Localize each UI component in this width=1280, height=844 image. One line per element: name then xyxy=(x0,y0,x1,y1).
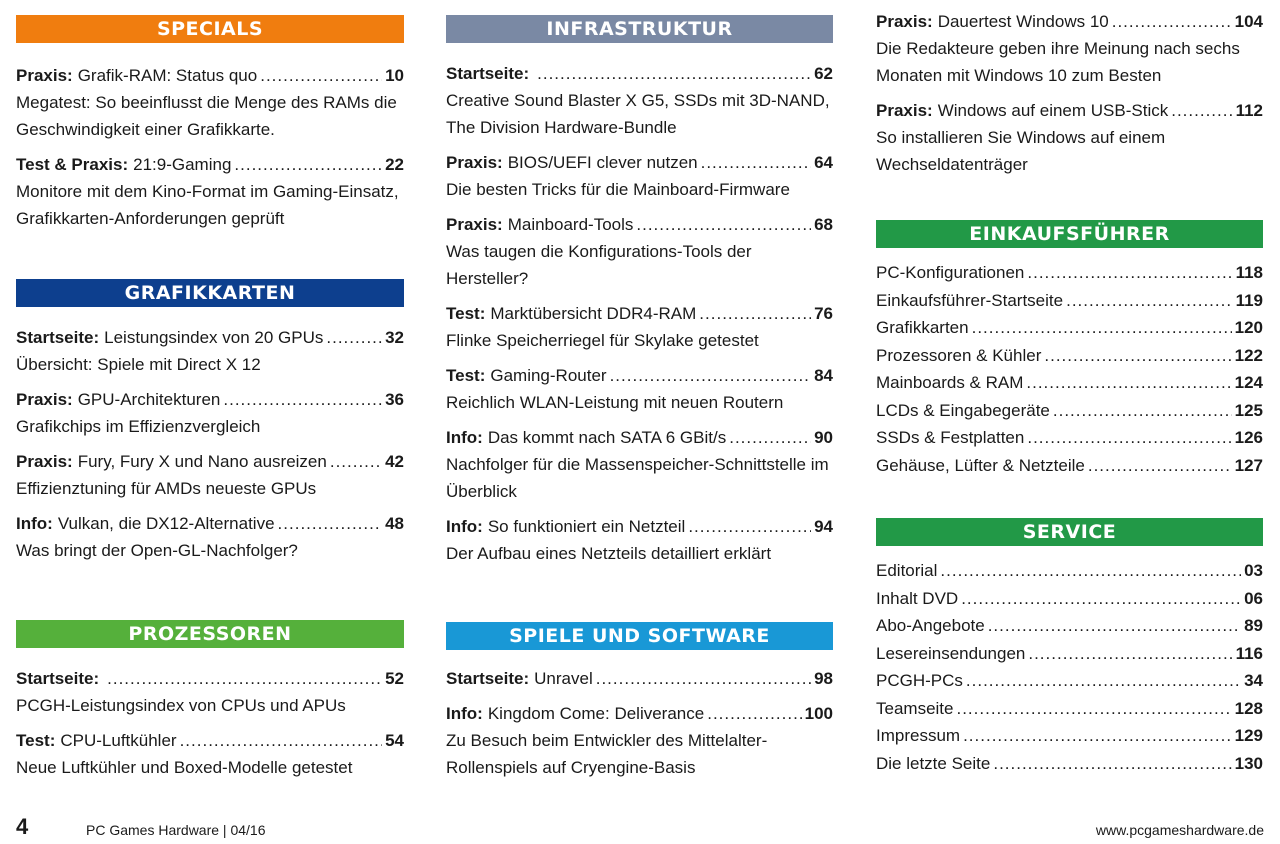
entry-title: Fury, Fury X und Nano ausreizen xyxy=(77,452,327,471)
toc-entry-line xyxy=(16,727,404,754)
dot-leader xyxy=(988,612,1241,640)
entry-title: Unravel xyxy=(534,669,593,688)
section-einkaufsfuehrer xyxy=(876,220,1263,479)
toc-entry xyxy=(446,700,833,781)
toc-entry xyxy=(876,557,1263,585)
entry-list xyxy=(446,60,833,567)
dot-leader xyxy=(1026,369,1231,397)
toc-entry-line xyxy=(876,369,1263,397)
dot-leader xyxy=(537,60,811,87)
toc-entry-line xyxy=(876,612,1263,640)
entry-description: Übersicht: Spiele mit Direct X 12 xyxy=(16,355,261,374)
entry-page-number: 64 xyxy=(814,153,833,172)
dot-leader xyxy=(1027,259,1232,287)
dot-leader xyxy=(610,362,812,389)
toc-entry-line xyxy=(446,211,833,238)
dot-leader xyxy=(223,386,382,413)
entry-list xyxy=(16,665,404,781)
entry-category: Startseite: xyxy=(446,669,530,688)
entry-category: Startseite: xyxy=(446,64,530,83)
entry-title: Mainboard-Tools xyxy=(507,215,634,234)
toc-entry xyxy=(446,665,833,692)
entry-category: Info: xyxy=(446,704,483,723)
entry-page-number: 76 xyxy=(814,304,833,323)
dot-leader xyxy=(278,510,383,537)
page-footer xyxy=(0,814,1280,844)
toc-entry-line xyxy=(876,287,1263,315)
entry-title: Kingdom Come: Deliverance xyxy=(487,704,705,723)
entry-page-number: 126 xyxy=(1234,428,1263,447)
toc-entry-line xyxy=(446,60,833,87)
dot-leader xyxy=(260,62,382,89)
entry-list xyxy=(876,557,1263,777)
section-grafikkarten xyxy=(16,279,404,564)
dot-leader xyxy=(330,448,382,475)
dot-leader xyxy=(1044,342,1231,370)
entry-title: Impressum xyxy=(876,726,961,745)
entry-list xyxy=(876,259,1263,479)
toc-entry-line xyxy=(876,640,1263,668)
entry-page-number: 54 xyxy=(385,731,404,750)
entry-title: Leistungsindex von 20 GPUs xyxy=(104,328,324,347)
entry-page-number: 125 xyxy=(1234,400,1263,420)
section-header-service: SERVICE xyxy=(876,518,1263,546)
entry-title: Dauertest Windows 10 xyxy=(937,12,1109,31)
toc-entry-line xyxy=(876,695,1263,723)
toc-entry-line xyxy=(446,424,833,451)
toc-entry xyxy=(876,342,1263,370)
entry-title: Gaming-Router xyxy=(490,366,607,385)
dot-leader xyxy=(1028,640,1232,668)
toc-entry-line xyxy=(446,700,833,727)
entry-page-number: 89 xyxy=(1244,616,1263,635)
toc-entry-line xyxy=(876,424,1263,452)
dot-leader xyxy=(636,211,811,238)
toc-entry-line xyxy=(446,513,833,540)
entry-category: Test: xyxy=(446,366,486,385)
dot-leader xyxy=(1112,8,1232,35)
toc-entry-line xyxy=(16,665,404,692)
dot-leader xyxy=(107,665,382,692)
entry-page-number: 48 xyxy=(385,514,404,533)
toc-entry xyxy=(16,510,404,564)
entry-page-number: 62 xyxy=(814,64,833,83)
toc-entry xyxy=(16,727,404,781)
entry-description: So installieren Sie Windows auf einem Wechseldatenträger xyxy=(876,128,1166,174)
dot-leader xyxy=(180,727,383,754)
dot-leader xyxy=(234,151,382,178)
entry-category: Praxis: xyxy=(16,66,73,85)
entry-category: Praxis: xyxy=(16,390,73,409)
toc-entry xyxy=(876,452,1263,480)
entry-page-number: 36 xyxy=(385,390,404,409)
toc-entry-line xyxy=(876,8,1263,35)
toc-entry-line xyxy=(16,324,404,351)
entry-title: Das kommt nach SATA 6 GBit/s xyxy=(487,428,727,447)
section-header-spiele: SPIELE UND SOFTWARE xyxy=(446,622,833,650)
entry-title: Editorial xyxy=(876,561,938,580)
toc-entry xyxy=(876,667,1263,695)
toc-entry-line xyxy=(876,97,1263,124)
entry-title: Grafik-RAM: Status quo xyxy=(77,66,258,85)
dot-leader xyxy=(940,557,1241,585)
entry-description: Die besten Tricks für die Mainboard-Firmware xyxy=(446,180,790,199)
dot-leader xyxy=(326,324,382,351)
entry-description: Effizienztuning für AMDs neueste GPUs xyxy=(16,479,317,498)
toc-entry xyxy=(876,97,1263,178)
entry-description: Nachfolger für die Massenspeicher-Schnittstelle im Überblick xyxy=(446,455,829,501)
entry-title: Lesereinsendungen xyxy=(876,643,1026,663)
entry-description: Die Redakteure geben ihre Meinung nach sechs Monaten mit Windows 10 zum Besten xyxy=(876,39,1240,85)
entry-title: Grafikkarten xyxy=(876,318,969,337)
dot-leader xyxy=(1066,287,1232,315)
toc-entry xyxy=(876,314,1263,342)
toc-entry-line xyxy=(876,342,1263,370)
toc-entry xyxy=(16,151,404,232)
entry-category: Praxis: xyxy=(876,101,933,120)
toc-entry xyxy=(876,369,1263,397)
entry-page-number: 06 xyxy=(1244,588,1263,608)
dot-leader xyxy=(1088,452,1232,480)
entry-description: Flinke Speicherriegel für Skylake getestet xyxy=(446,331,759,350)
entry-description: Creative Sound Blaster X G5, SSDs mit 3D-NAND, The Division Hardware-Bundle xyxy=(446,91,830,137)
toc-entry xyxy=(876,287,1263,315)
toc-entry-line xyxy=(446,665,833,692)
entry-page-number: 118 xyxy=(1235,263,1263,282)
dot-leader xyxy=(1053,397,1232,425)
dot-leader xyxy=(729,424,811,451)
entry-page-number: 32 xyxy=(385,328,404,347)
toc-entry xyxy=(446,60,833,141)
entry-title: Die letzte Seite xyxy=(876,753,991,773)
toc-entry xyxy=(446,300,833,354)
entry-list xyxy=(16,62,404,232)
dot-leader xyxy=(1171,97,1232,124)
section-header-prozessoren: PROZESSOREN xyxy=(16,620,404,648)
entry-page-number: 124 xyxy=(1234,373,1263,392)
entry-category: Test: xyxy=(16,731,56,750)
toc-entry xyxy=(876,695,1263,723)
toc-entry xyxy=(876,640,1263,668)
entry-page-number: 03 xyxy=(1244,561,1263,580)
section-spiele-und-software xyxy=(446,622,833,781)
toc-entry xyxy=(876,424,1263,452)
toc-entry xyxy=(446,513,833,567)
toc-entry xyxy=(446,149,833,203)
entry-title: So funktioniert ein Netzteil xyxy=(487,517,686,536)
entry-page-number: 120 xyxy=(1234,318,1263,337)
toc-entry xyxy=(446,211,833,292)
entry-page-number: 130 xyxy=(1234,753,1263,773)
entry-page-number: 128 xyxy=(1234,698,1263,718)
entry-category: Test: xyxy=(446,304,486,323)
entry-page-number: 42 xyxy=(385,452,404,471)
entry-category: Test & Praxis: xyxy=(16,155,129,174)
toc-entry-line xyxy=(876,667,1263,695)
entry-title: Abo-Angebote xyxy=(876,616,985,635)
website-url: www.pcgameshardware.de xyxy=(1095,822,1264,838)
entry-title: BIOS/UEFI clever nutzen xyxy=(507,153,698,172)
toc-entry xyxy=(16,324,404,378)
dot-leader xyxy=(1027,424,1231,452)
dot-leader xyxy=(963,722,1232,750)
entry-description: Was taugen die Konfigurations-Tools der Hersteller? xyxy=(446,242,752,288)
dot-leader xyxy=(961,585,1241,613)
toc-entry-line xyxy=(446,362,833,389)
entry-category: Info: xyxy=(446,428,483,447)
entry-title: Mainboards & RAM xyxy=(876,373,1024,392)
entry-page-number: 119 xyxy=(1235,290,1263,310)
toc-entry xyxy=(876,8,1263,89)
entry-title: Windows auf einem USB-Stick xyxy=(937,101,1169,120)
section-infrastruktur xyxy=(446,15,833,567)
entry-title: PCGH-PCs xyxy=(876,671,963,690)
entry-page-number: 116 xyxy=(1235,643,1263,663)
toc-entry xyxy=(876,612,1263,640)
dot-leader xyxy=(956,695,1231,723)
entry-description: Monitore mit dem Kino-Format im Gaming-Einsatz, Grafikkarten-Anforderungen geprüft xyxy=(16,182,399,228)
section-header-specials: SPECIALS xyxy=(16,15,404,43)
entry-category: Info: xyxy=(446,517,483,536)
entry-list xyxy=(876,8,1263,178)
entry-title: Inhalt DVD xyxy=(876,588,959,608)
entry-page-number: 90 xyxy=(814,428,833,447)
entry-page-number: 98 xyxy=(814,669,833,688)
toc-entry xyxy=(876,585,1263,613)
toc-entry-line xyxy=(876,259,1263,287)
entry-category: Praxis: xyxy=(876,12,933,31)
toc-entry xyxy=(16,386,404,440)
entry-title: LCDs & Eingabegeräte xyxy=(876,400,1050,420)
dot-leader xyxy=(993,750,1231,778)
entry-description: Der Aufbau eines Netzteils detailliert erklärt xyxy=(446,544,772,563)
entry-page-number: 129 xyxy=(1234,726,1263,745)
entry-category: Startseite: xyxy=(16,669,100,688)
entry-page-number: 52 xyxy=(385,669,404,688)
toc-entry-line xyxy=(16,151,404,178)
entry-title: CPU-Luftkühler xyxy=(60,731,177,750)
entry-page-number: 10 xyxy=(385,66,404,85)
section-header-grafikkarten: GRAFIKKARTEN xyxy=(16,279,404,307)
section-specials xyxy=(16,15,404,232)
toc-entry-line xyxy=(16,386,404,413)
dot-leader xyxy=(699,300,811,327)
entry-list xyxy=(446,665,833,781)
dot-leader xyxy=(707,700,801,727)
entry-description: Reichlich WLAN-Leistung mit neuen Routern xyxy=(446,393,784,412)
toc-entry-line xyxy=(446,300,833,327)
entry-page-number: 34 xyxy=(1244,671,1263,690)
entry-description: PCGH-Leistungsindex von CPUs und APUs xyxy=(16,696,346,715)
entry-title: Prozessoren & Kühler xyxy=(876,345,1042,365)
entry-title: Teamseite xyxy=(876,698,954,718)
toc-entry-line xyxy=(876,397,1263,425)
toc-entry xyxy=(16,62,404,143)
entry-page-number: 22 xyxy=(385,155,404,174)
entry-description: Was bringt der Open-GL-Nachfolger? xyxy=(16,541,298,560)
section-header-infrastruktur: INFRASTRUKTUR xyxy=(446,15,833,43)
entry-category: Startseite: xyxy=(16,328,100,347)
entry-list xyxy=(16,324,404,564)
toc-entry-line xyxy=(16,448,404,475)
toc-entry-line xyxy=(446,149,833,176)
entry-category: Info: xyxy=(16,514,53,533)
dot-leader xyxy=(972,314,1232,342)
entry-page-number: 112 xyxy=(1235,101,1263,120)
toc-entry xyxy=(16,448,404,502)
toc-entry-line xyxy=(876,750,1263,778)
toc-entry-line xyxy=(876,314,1263,342)
dot-leader xyxy=(966,667,1241,695)
toc-entry xyxy=(16,665,404,719)
toc-entry xyxy=(446,424,833,505)
entry-page-number: 122 xyxy=(1234,345,1263,365)
magazine-issue: PC Games Hardware | 04/16 xyxy=(86,822,266,838)
entry-title: Gehäuse, Lüfter & Netzteile xyxy=(876,455,1085,475)
entry-title: GPU-Architekturen xyxy=(77,390,221,409)
entry-category: Praxis: xyxy=(16,452,73,471)
entry-page-number: 104 xyxy=(1234,12,1263,31)
entry-page-number: 68 xyxy=(814,215,833,234)
toc-entry-line xyxy=(876,452,1263,480)
entry-page-number: 127 xyxy=(1234,455,1263,475)
entry-page-number: 94 xyxy=(814,517,833,536)
toc-entry xyxy=(876,259,1263,287)
toc-entry xyxy=(876,750,1263,778)
entry-description: Neue Luftkühler und Boxed-Modelle getestet xyxy=(16,758,353,777)
entry-title: Einkaufsführer-Startseite xyxy=(876,290,1064,310)
entry-category: Praxis: xyxy=(446,215,503,234)
entry-title: SSDs & Festplatten xyxy=(876,428,1025,447)
entry-description: Zu Besuch beim Entwickler des Mittelalter-Rollenspiels auf Cryengine-Basis xyxy=(446,731,768,777)
entry-category: Praxis: xyxy=(446,153,503,172)
entry-title: Marktübersicht DDR4-RAM xyxy=(490,304,697,323)
section-header-einkaufsfuehrer: EINKAUFSFÜHRER xyxy=(876,220,1263,248)
toc-entry xyxy=(876,722,1263,750)
toc-entry-line xyxy=(876,557,1263,585)
toc-entry-line xyxy=(16,62,404,89)
section-praxis-windows xyxy=(876,8,1263,178)
entry-description: Megatest: So beeinflusst die Menge des RAMs die Geschwindigkeit einer Grafikkarte. xyxy=(16,93,397,139)
dot-leader xyxy=(701,149,811,176)
page-number: 4 xyxy=(16,814,29,839)
section-prozessoren xyxy=(16,620,404,781)
dot-leader xyxy=(596,665,811,692)
section-service xyxy=(876,518,1263,777)
entry-title: 21:9-Gaming xyxy=(133,155,232,174)
toc-entry-line xyxy=(16,510,404,537)
entry-title: Vulkan, die DX12-Alternative xyxy=(57,514,275,533)
toc-entry-line xyxy=(876,585,1263,613)
toc-entry xyxy=(876,397,1263,425)
dot-leader xyxy=(688,513,811,540)
toc-entry xyxy=(446,362,833,416)
toc-entry-line xyxy=(876,722,1263,750)
entry-page-number: 100 xyxy=(804,704,833,723)
entry-description: Grafikchips im Effizienzvergleich xyxy=(16,417,261,436)
entry-page-number: 84 xyxy=(814,366,833,385)
entry-title: PC-Konfigurationen xyxy=(876,263,1025,282)
